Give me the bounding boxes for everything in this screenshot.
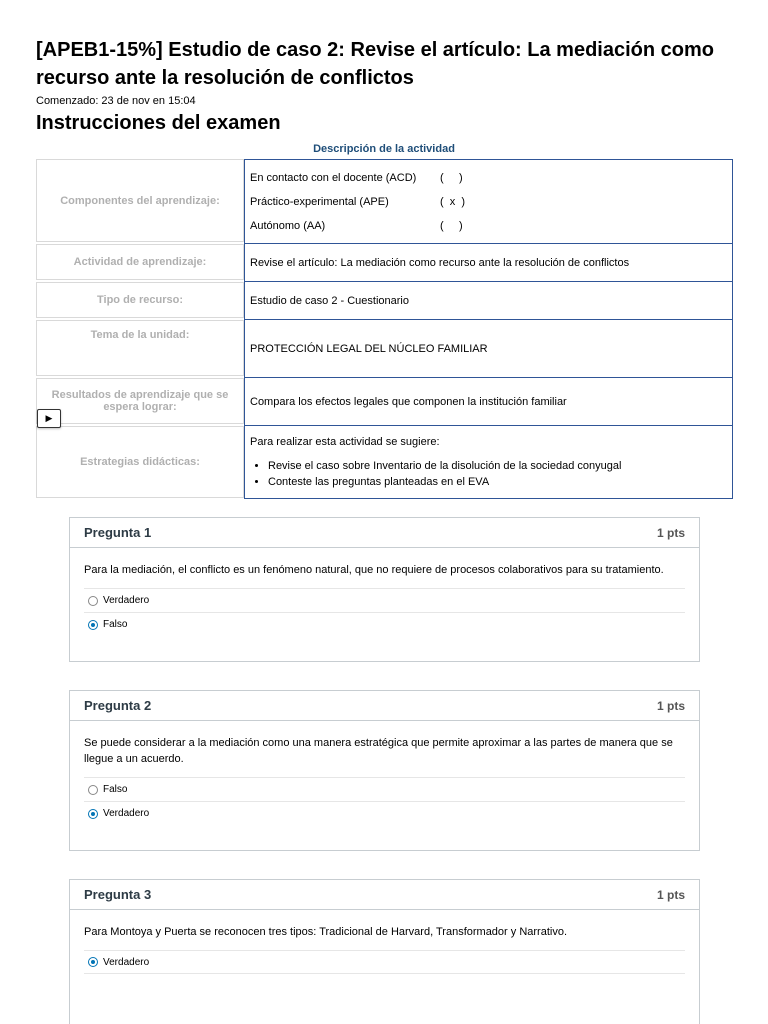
question-points: 1 pts — [656, 525, 685, 540]
started-timestamp: Comenzado: 23 de nov en 15:04 — [36, 95, 196, 107]
question-card — [69, 690, 700, 851]
question-points: 1 pts — [656, 887, 685, 902]
table-row-outcomes — [36, 378, 733, 426]
component-line — [250, 190, 465, 214]
radio-button[interactable] — [88, 785, 98, 795]
answer-option[interactable] — [84, 801, 685, 825]
components-cell — [244, 159, 733, 244]
component-name: En contacto con el docente (ACD) — [250, 171, 417, 184]
question-title: Pregunta 3 — [84, 887, 152, 902]
answer-label: Falso — [103, 619, 128, 630]
answer-label: Falso — [103, 784, 128, 795]
radio-button[interactable] — [88, 957, 98, 967]
outcomes-cell: Compara los efectos legales que componen la institución familiar — [244, 378, 733, 426]
question-header — [70, 518, 699, 548]
component-mark: ( ) — [440, 219, 463, 232]
question-text: Para la mediación, el conflicto es un fenómeno natural, que no requiere de procesos colaborativos para su tratamiento. — [84, 564, 664, 576]
answer-option[interactable] — [84, 612, 685, 636]
component-line — [250, 214, 463, 238]
strategies-cell — [244, 426, 733, 499]
row-label: Actividad de aprendizaje: — [36, 244, 244, 280]
unit-topic-cell: PROTECCIÓN LEGAL DEL NÚCLEO FAMILIAR — [244, 320, 733, 378]
radio-button[interactable] — [88, 809, 98, 819]
question-text: Se puede considerar a la mediación como una manera estratégica que permite aproximar a las partes de manera que se llegue a un acuerdo. — [84, 737, 673, 765]
answer-option[interactable] — [84, 950, 685, 974]
activity-table — [36, 159, 733, 499]
table-row-resource — [36, 282, 733, 320]
component-name: Autónomo (AA) — [250, 219, 326, 232]
table-caption: Descripción de la actividad — [313, 143, 455, 155]
question-points: 1 pts — [656, 698, 685, 713]
answer-label: Verdadero — [103, 808, 150, 819]
strategies-intro: Para realizar esta actividad se sugiere: — [250, 436, 440, 448]
activity-cell: Revise el artículo: La mediación como recurso ante la resolución de conflictos — [244, 244, 733, 282]
question-card — [69, 517, 700, 662]
row-label: Resultados de aprendizaje que se espera lograr: — [36, 378, 244, 424]
question-body — [70, 548, 699, 636]
list-item: • Conteste las preguntas planteadas en el EVA — [268, 474, 621, 490]
question-body — [70, 721, 699, 825]
table-row-strategies — [36, 426, 733, 499]
question-header — [70, 880, 699, 910]
answer-option[interactable] — [84, 777, 685, 801]
play-icon: ▶ — [45, 413, 53, 423]
question-title: Pregunta 2 — [84, 698, 152, 713]
resource-cell: Estudio de caso 2 - Cuestionario — [244, 282, 733, 320]
radio-button[interactable] — [88, 620, 98, 630]
component-mark: ( ) — [440, 171, 463, 184]
row-label: Componentes del aprendizaje: — [36, 159, 244, 242]
list-item: • Revise el caso sobre Inventario de la disolución de la sociedad conyugal — [268, 458, 621, 474]
question-body — [70, 910, 699, 974]
table-row-unit-topic — [36, 320, 733, 378]
play-button[interactable] — [37, 409, 61, 428]
question-header — [70, 691, 699, 721]
component-mark: ( x ) — [440, 195, 466, 208]
component-line — [250, 166, 463, 190]
strategies-list — [250, 458, 621, 490]
instructions-heading: Instrucciones del examen — [36, 112, 281, 134]
page-title: [APEB1-15%] Estudio de caso 2: Revise el artículo: La mediación como recurso ante la resolución de conflictos — [36, 39, 714, 89]
row-label: Tipo de recurso: — [36, 282, 244, 318]
radio-button[interactable] — [88, 596, 98, 606]
question-title: Pregunta 1 — [84, 525, 152, 540]
table-row-components — [36, 159, 733, 244]
question-text: Para Montoya y Puerta se reconocen tres tipos: Tradicional de Harvard, Transformador y Narrativo. — [84, 926, 567, 938]
answer-option[interactable] — [84, 588, 685, 612]
row-label: Estrategias didácticas: — [36, 426, 244, 498]
question-card — [69, 879, 700, 1024]
answer-label: Verdadero — [103, 956, 150, 968]
answer-label: Verdadero — [103, 595, 150, 606]
component-name: Práctico-experimental (APE) — [250, 195, 389, 208]
row-label: Tema de la unidad: — [36, 320, 244, 376]
table-row-activity — [36, 244, 733, 282]
